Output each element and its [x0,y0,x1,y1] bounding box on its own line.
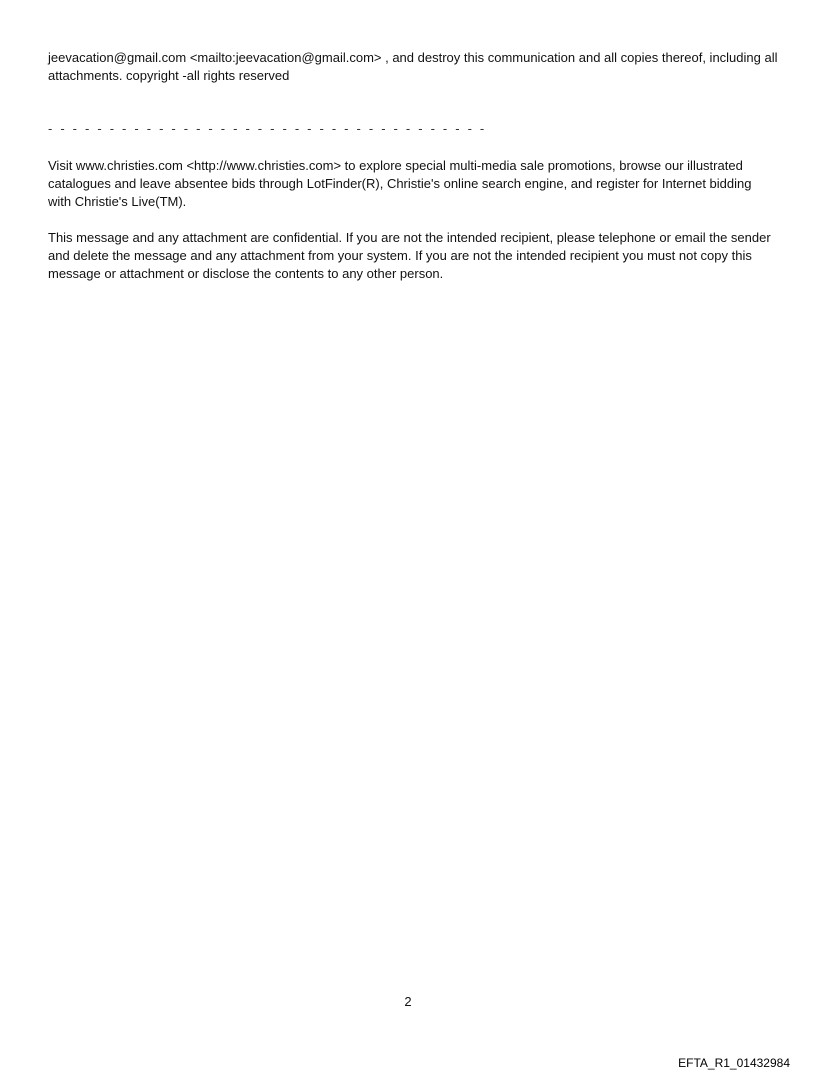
dashed-separator: - - - - - - - - - - - - - - - - - - - - - - - - - - - - - - - - - - - - [48,121,487,136]
document-id-stamp: EFTA_R1_01432984 [678,1056,790,1070]
confidentiality-paragraph: This message and any attachment are confidential. If you are not the intended recipient, please telephone or email the sender and delete the message and any attachment from your system. If you are not the intended recipient you must not copy this message or attachment or disclose the contents to any other person. [48,230,771,281]
page-number: 2 [404,994,412,1009]
christies-promo-paragraph: Visit www.christies.com <http://www.christies.com> to explore special multi-media sale promotions, browse our illustrated catalogues and leave absentee bids through LotFinder(R), Christie's online search engine, and register for Internet bidding with Christie's Live(TM). [48,158,752,209]
disclaimer-paragraph: jeevacation@gmail.com <mailto:jeevacation@gmail.com> , and destroy this communication and all copies thereof, including all attachments. copyright -all rights reserved [48,50,778,83]
